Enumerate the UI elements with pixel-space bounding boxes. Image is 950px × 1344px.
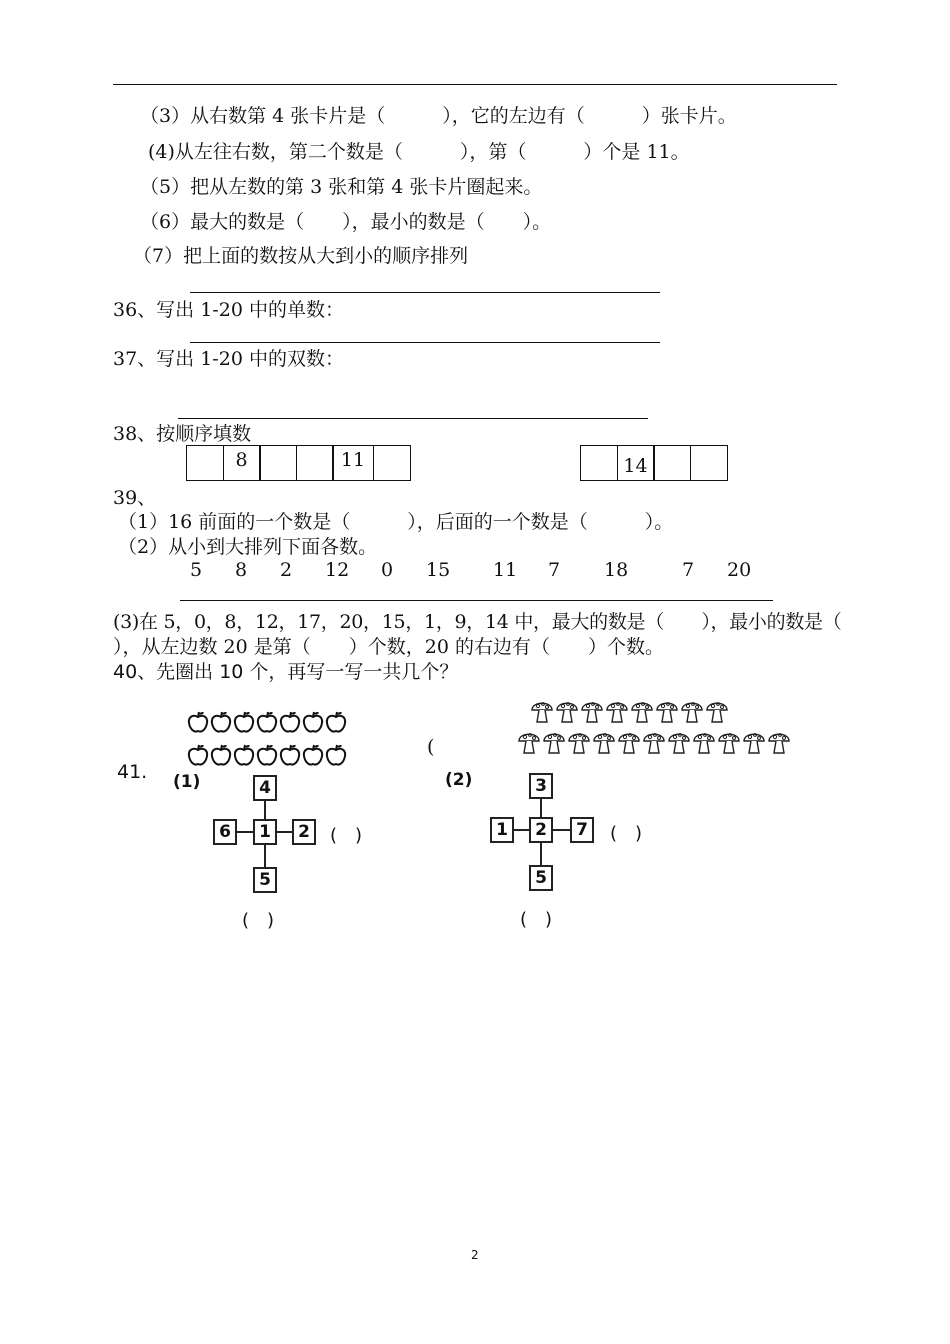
diagram-2-center: 2: [529, 817, 553, 843]
mushroom-icon: [542, 727, 566, 755]
q35-part7: （7）把上面的数按从大到小的顺序排列: [133, 245, 469, 267]
diagram-1-bottom: 5: [253, 867, 277, 893]
mushroom-icon: [555, 696, 579, 724]
apple-icon: [210, 710, 232, 734]
sequence-cells-right: [580, 445, 728, 481]
sequence-cell[interactable]: [186, 445, 224, 481]
apple-icon: [302, 743, 324, 767]
diagram-2-top: 3: [529, 773, 553, 799]
apple-icon: [233, 743, 255, 767]
number-item: 2: [280, 559, 293, 581]
apple-icon: [279, 710, 301, 734]
q35-part6: （6）最大的数是（ ），最小的数是（ ）。: [140, 211, 552, 233]
mushroom-icon: [655, 696, 679, 724]
fruit-row-1: [187, 710, 348, 734]
number-item: 0: [381, 559, 394, 581]
number-item: 7: [548, 559, 561, 581]
q39-title: 39、: [113, 487, 157, 509]
mushroom-icon: [567, 727, 591, 755]
mushroom-icon: [642, 727, 666, 755]
q40-title: 40、先圈出 10 个，再写一写一共几个？: [113, 661, 459, 683]
apple-icon: [187, 743, 209, 767]
mushroom-icon: [705, 696, 729, 724]
answer-line-q39: [180, 600, 773, 601]
sequence-cell[interactable]: [373, 445, 411, 481]
mushroom-icon: [530, 696, 554, 724]
number-item: 18: [604, 559, 629, 581]
diagram-1-left: 6: [213, 819, 237, 845]
number-item: 11: [493, 559, 518, 581]
q39-part3-line1: (3)在 5，0，8，12，17，20，15，1，9，14 中，最大的数是（ ），最小的数是（: [113, 611, 842, 633]
mushroom-icon: [680, 696, 704, 724]
fruit-row-2: [187, 743, 348, 767]
number-item: 7: [682, 559, 695, 581]
number-item: 12: [325, 559, 350, 581]
q35-part4: (4)从左往右数，第二个数是（ ），第（ ）个是 11。: [148, 141, 690, 163]
diagram-2-bottom: 5: [529, 865, 553, 891]
answer-blank[interactable]: ( ): [330, 825, 363, 846]
diagram-1-center: 1: [253, 819, 277, 845]
mushroom-icon: [592, 727, 616, 755]
sequence-cell[interactable]: [296, 445, 334, 481]
apple-icon: [187, 710, 209, 734]
diagram-2-label: (2): [445, 770, 473, 790]
number-item: 5: [190, 559, 203, 581]
mushroom-icon: [630, 696, 654, 724]
sequence-cell[interactable]: [259, 445, 297, 481]
mushroom-icon: [580, 696, 604, 724]
q38-title: 38、按顺序填数: [113, 423, 252, 445]
apple-icon: [325, 743, 347, 767]
sequence-cell[interactable]: 11: [332, 445, 374, 481]
diagram-1-label: (1): [173, 772, 201, 792]
apple-icon: [256, 710, 278, 734]
sequence-cell[interactable]: [690, 445, 728, 481]
page-number: 2: [471, 1248, 479, 1262]
mushroom-icon: [667, 727, 691, 755]
q36-title: 36、写出 1-20 中的单数：: [113, 299, 344, 321]
mushroom-icon: [605, 696, 629, 724]
q35-part3: （3）从右数第 4 张卡片是（ ），它的左边有（ ）张卡片。: [140, 105, 737, 127]
header-rule: [113, 84, 837, 85]
sequence-cell[interactable]: 14: [617, 445, 655, 481]
mushroom-icon: [517, 727, 541, 755]
q40-paren: (: [427, 736, 435, 758]
diagram-2-right: 7: [570, 817, 594, 843]
mushroom-row-1: [530, 696, 730, 724]
answer-blank[interactable]: ( ): [520, 909, 553, 930]
apple-icon: [256, 743, 278, 767]
apple-icon: [279, 743, 301, 767]
number-item: 8: [235, 559, 248, 581]
sequence-cell[interactable]: 8: [223, 445, 261, 481]
mushroom-icon: [617, 727, 641, 755]
sequence-cell[interactable]: [580, 445, 618, 481]
q39-part3-line2: ），从左边数 20 是第（ ）个数，20 的右边有（ ）个数。: [113, 636, 664, 658]
mushroom-row-2: [517, 727, 792, 755]
mushroom-icon: [717, 727, 741, 755]
apple-icon: [325, 710, 347, 734]
answer-line-q35: [190, 292, 660, 293]
answer-blank[interactable]: ( ): [610, 823, 643, 844]
answer-line-q37: [178, 418, 648, 419]
answer-line-q36: [190, 342, 660, 343]
q39-part1: （1）16 前面的一个数是（ ），后面的一个数是（ ）。: [118, 511, 674, 533]
diagram-1-top: 4: [253, 775, 277, 801]
number-item: 15: [426, 559, 451, 581]
apple-icon: [210, 743, 232, 767]
q39-part2: （2）从小到大排列下面各数。: [118, 536, 378, 558]
q37-title: 37、写出 1-20 中的双数：: [113, 348, 344, 370]
mushroom-icon: [692, 727, 716, 755]
diagram-2-left: 1: [490, 817, 514, 843]
q41-title: 41.: [117, 761, 148, 783]
q35-part5: （5）把从左数的第 3 张和第 4 张卡片圈起来。: [140, 176, 543, 198]
mushroom-icon: [742, 727, 766, 755]
number-item: 20: [727, 559, 752, 581]
diagram-1-right: 2: [292, 819, 316, 845]
answer-blank[interactable]: ( ): [242, 910, 275, 931]
sequence-cell[interactable]: [653, 445, 691, 481]
sequence-cells-left: [186, 445, 411, 481]
apple-icon: [233, 710, 255, 734]
apple-icon: [302, 710, 324, 734]
mushroom-icon: [767, 727, 791, 755]
